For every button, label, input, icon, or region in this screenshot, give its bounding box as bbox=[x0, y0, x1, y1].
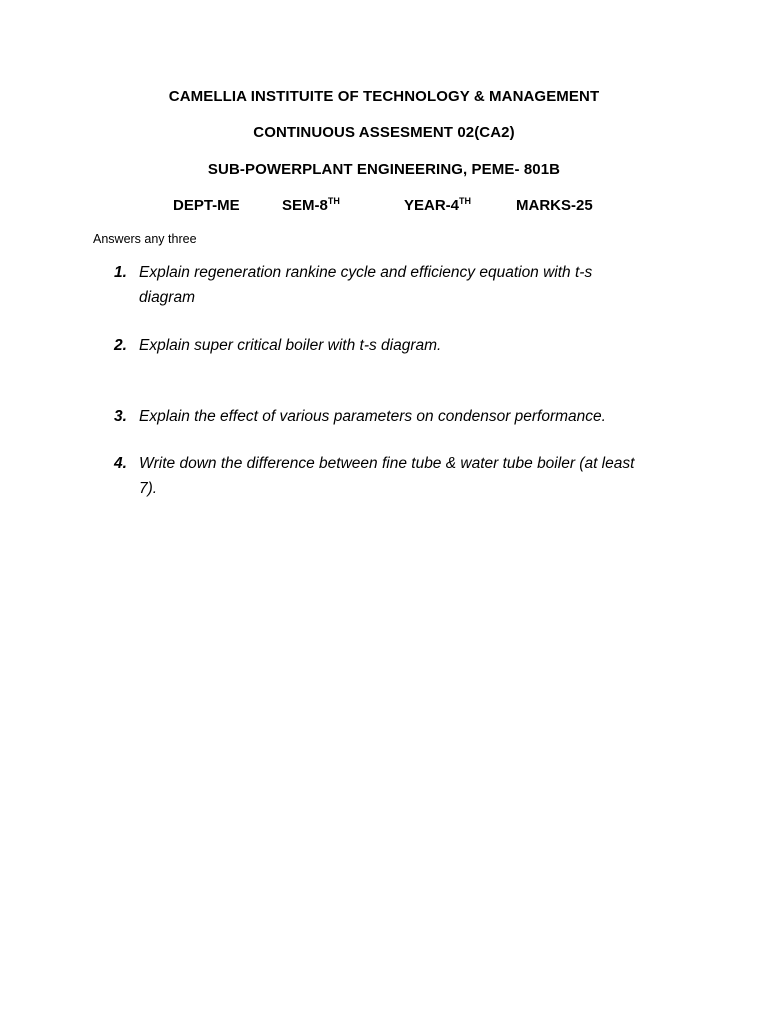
question-number: 4. bbox=[114, 455, 127, 472]
institute-title: CAMELLIA INSTITUITE OF TECHNOLOGY & MANAGEMENT bbox=[168, 88, 600, 105]
question-item bbox=[114, 404, 644, 429]
question-item bbox=[114, 451, 644, 501]
year-suffix: TH bbox=[459, 196, 472, 206]
marks-label bbox=[516, 197, 593, 214]
instruction-text: Answers any three bbox=[93, 232, 197, 246]
department-label bbox=[173, 197, 240, 214]
question-text: Explain super critical boiler with t-s diagram. bbox=[139, 337, 442, 354]
question-text: Explain the effect of various parameters on condensor performance. bbox=[139, 408, 606, 425]
semester-value: SEM-8 bbox=[282, 197, 328, 214]
subject-title: SUB-POWERPLANT ENGINEERING, PEME- 801B bbox=[207, 161, 561, 178]
question-number: 1. bbox=[114, 264, 127, 281]
year-value: YEAR-4 bbox=[404, 197, 460, 214]
question-item bbox=[114, 260, 644, 310]
question-text: Explain regeneration rankine cycle and efficiency equation with t-s diagram bbox=[139, 264, 593, 306]
question-item bbox=[114, 333, 644, 358]
semester-label bbox=[282, 197, 340, 214]
question-number: 3. bbox=[114, 408, 127, 425]
year-label bbox=[404, 197, 471, 214]
exam-title: CONTINUOUS ASSESMENT 02(CA2) bbox=[253, 124, 515, 141]
semester-suffix: TH bbox=[327, 196, 340, 206]
question-text: Write down the difference between fine tube & water tube boiler (at least 7). bbox=[139, 455, 635, 497]
question-number: 2. bbox=[114, 337, 127, 354]
department-value: DEPT-ME bbox=[173, 197, 240, 214]
marks-value: MARKS-25 bbox=[516, 197, 593, 214]
